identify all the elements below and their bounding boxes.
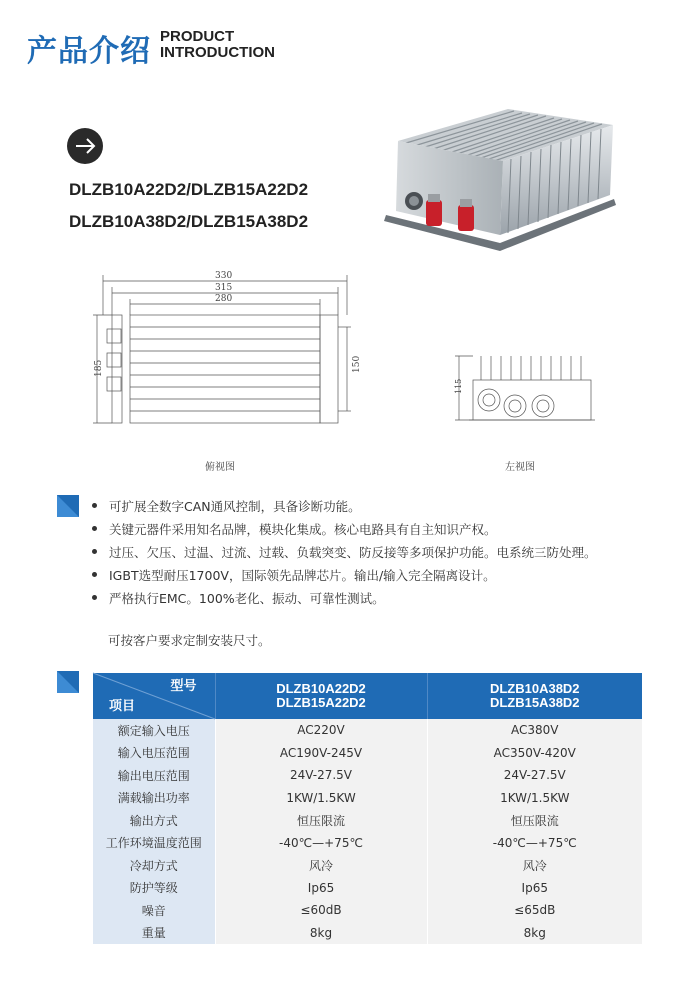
dim-185: 185 <box>94 359 104 377</box>
custom-note: 可按客户要求定制安装尺寸。 <box>108 633 271 648</box>
caption-side-view: 左视图 <box>505 462 535 473</box>
table-row: 满载输出功率 1KW/1.5KW 1KW/1.5KW <box>93 787 642 810</box>
product-photo <box>378 103 623 267</box>
model-line-2: DLZB10A38D2/DLZB15A38D2 <box>69 212 309 231</box>
table-row: 冷却方式 风冷 风冷 <box>93 854 642 877</box>
table-row: 重量 8kg 8kg <box>93 922 642 945</box>
arrow-right-icon <box>67 128 103 164</box>
spec-table <box>93 673 642 944</box>
feature-item: 严格执行EMC。100%老化、振动、可靠性测试。 <box>92 589 692 607</box>
feature-item: 可扩展全数字CAN通风控制，具备诊断功能。 <box>92 497 692 515</box>
corner-item-label: 项目 <box>109 698 136 713</box>
table-row: 输出方式 恒压限流 恒压限流 <box>93 809 642 832</box>
table-row: 防护等级 Ip65 Ip65 <box>93 877 642 900</box>
table-corner-cell <box>93 673 215 719</box>
dim-115: 115 <box>454 378 463 394</box>
side-view-drawing <box>445 350 595 439</box>
dim-330: 330 <box>215 271 233 281</box>
section-marker-icon <box>57 671 79 693</box>
feature-item: 关键元器件采用知名品牌，模块化集成。核心电路具有自主知识产权。 <box>92 520 692 538</box>
corner-model-label: 型号 <box>170 678 197 693</box>
section-marker-icon <box>57 495 79 517</box>
dim-280: 280 <box>215 294 233 304</box>
model-a-header: DLZB10A22D2 DLZB15A22D2 <box>215 673 427 719</box>
title-en-line1: PRODUCT <box>160 28 235 45</box>
page-title-en <box>160 29 275 61</box>
page-title-cn: 产品介绍 <box>27 34 151 69</box>
dim-315: 315 <box>215 283 233 293</box>
model-line-1: DLZB10A22D2/DLZB15A22D2 <box>69 180 309 199</box>
table-row: 输出电压范围 24V-27.5V 24V-27.5V <box>93 764 642 787</box>
table-row: 额定输入电压 AC220V AC380V <box>93 719 642 742</box>
table-row: 输入电压范围 AC190V-245V AC350V-420V <box>93 742 642 765</box>
table-row: 工作环境温度范围 -40℃—+75℃ -40℃—+75℃ <box>93 832 642 855</box>
caption-top-view: 俯视图 <box>205 462 235 473</box>
model-b-header: DLZB10A38D2 DLZB15A38D2 <box>427 673 642 719</box>
table-header-row <box>93 673 642 719</box>
top-view-drawing <box>85 265 360 434</box>
title-en-line2: INTRODUCTION <box>160 44 275 61</box>
dim-150: 150 <box>352 355 362 373</box>
feature-item: 过压、欠压、过温、过流、过载、负载突变、防反接等多项保护功能。电系统三防处理。 <box>92 543 692 561</box>
table-row: 噪音 ≤60dB ≤65dB <box>93 899 642 922</box>
feature-item: IGBT选型耐压1700V，国际领先品牌芯片。输出/输入完全隔离设计。 <box>92 566 692 584</box>
